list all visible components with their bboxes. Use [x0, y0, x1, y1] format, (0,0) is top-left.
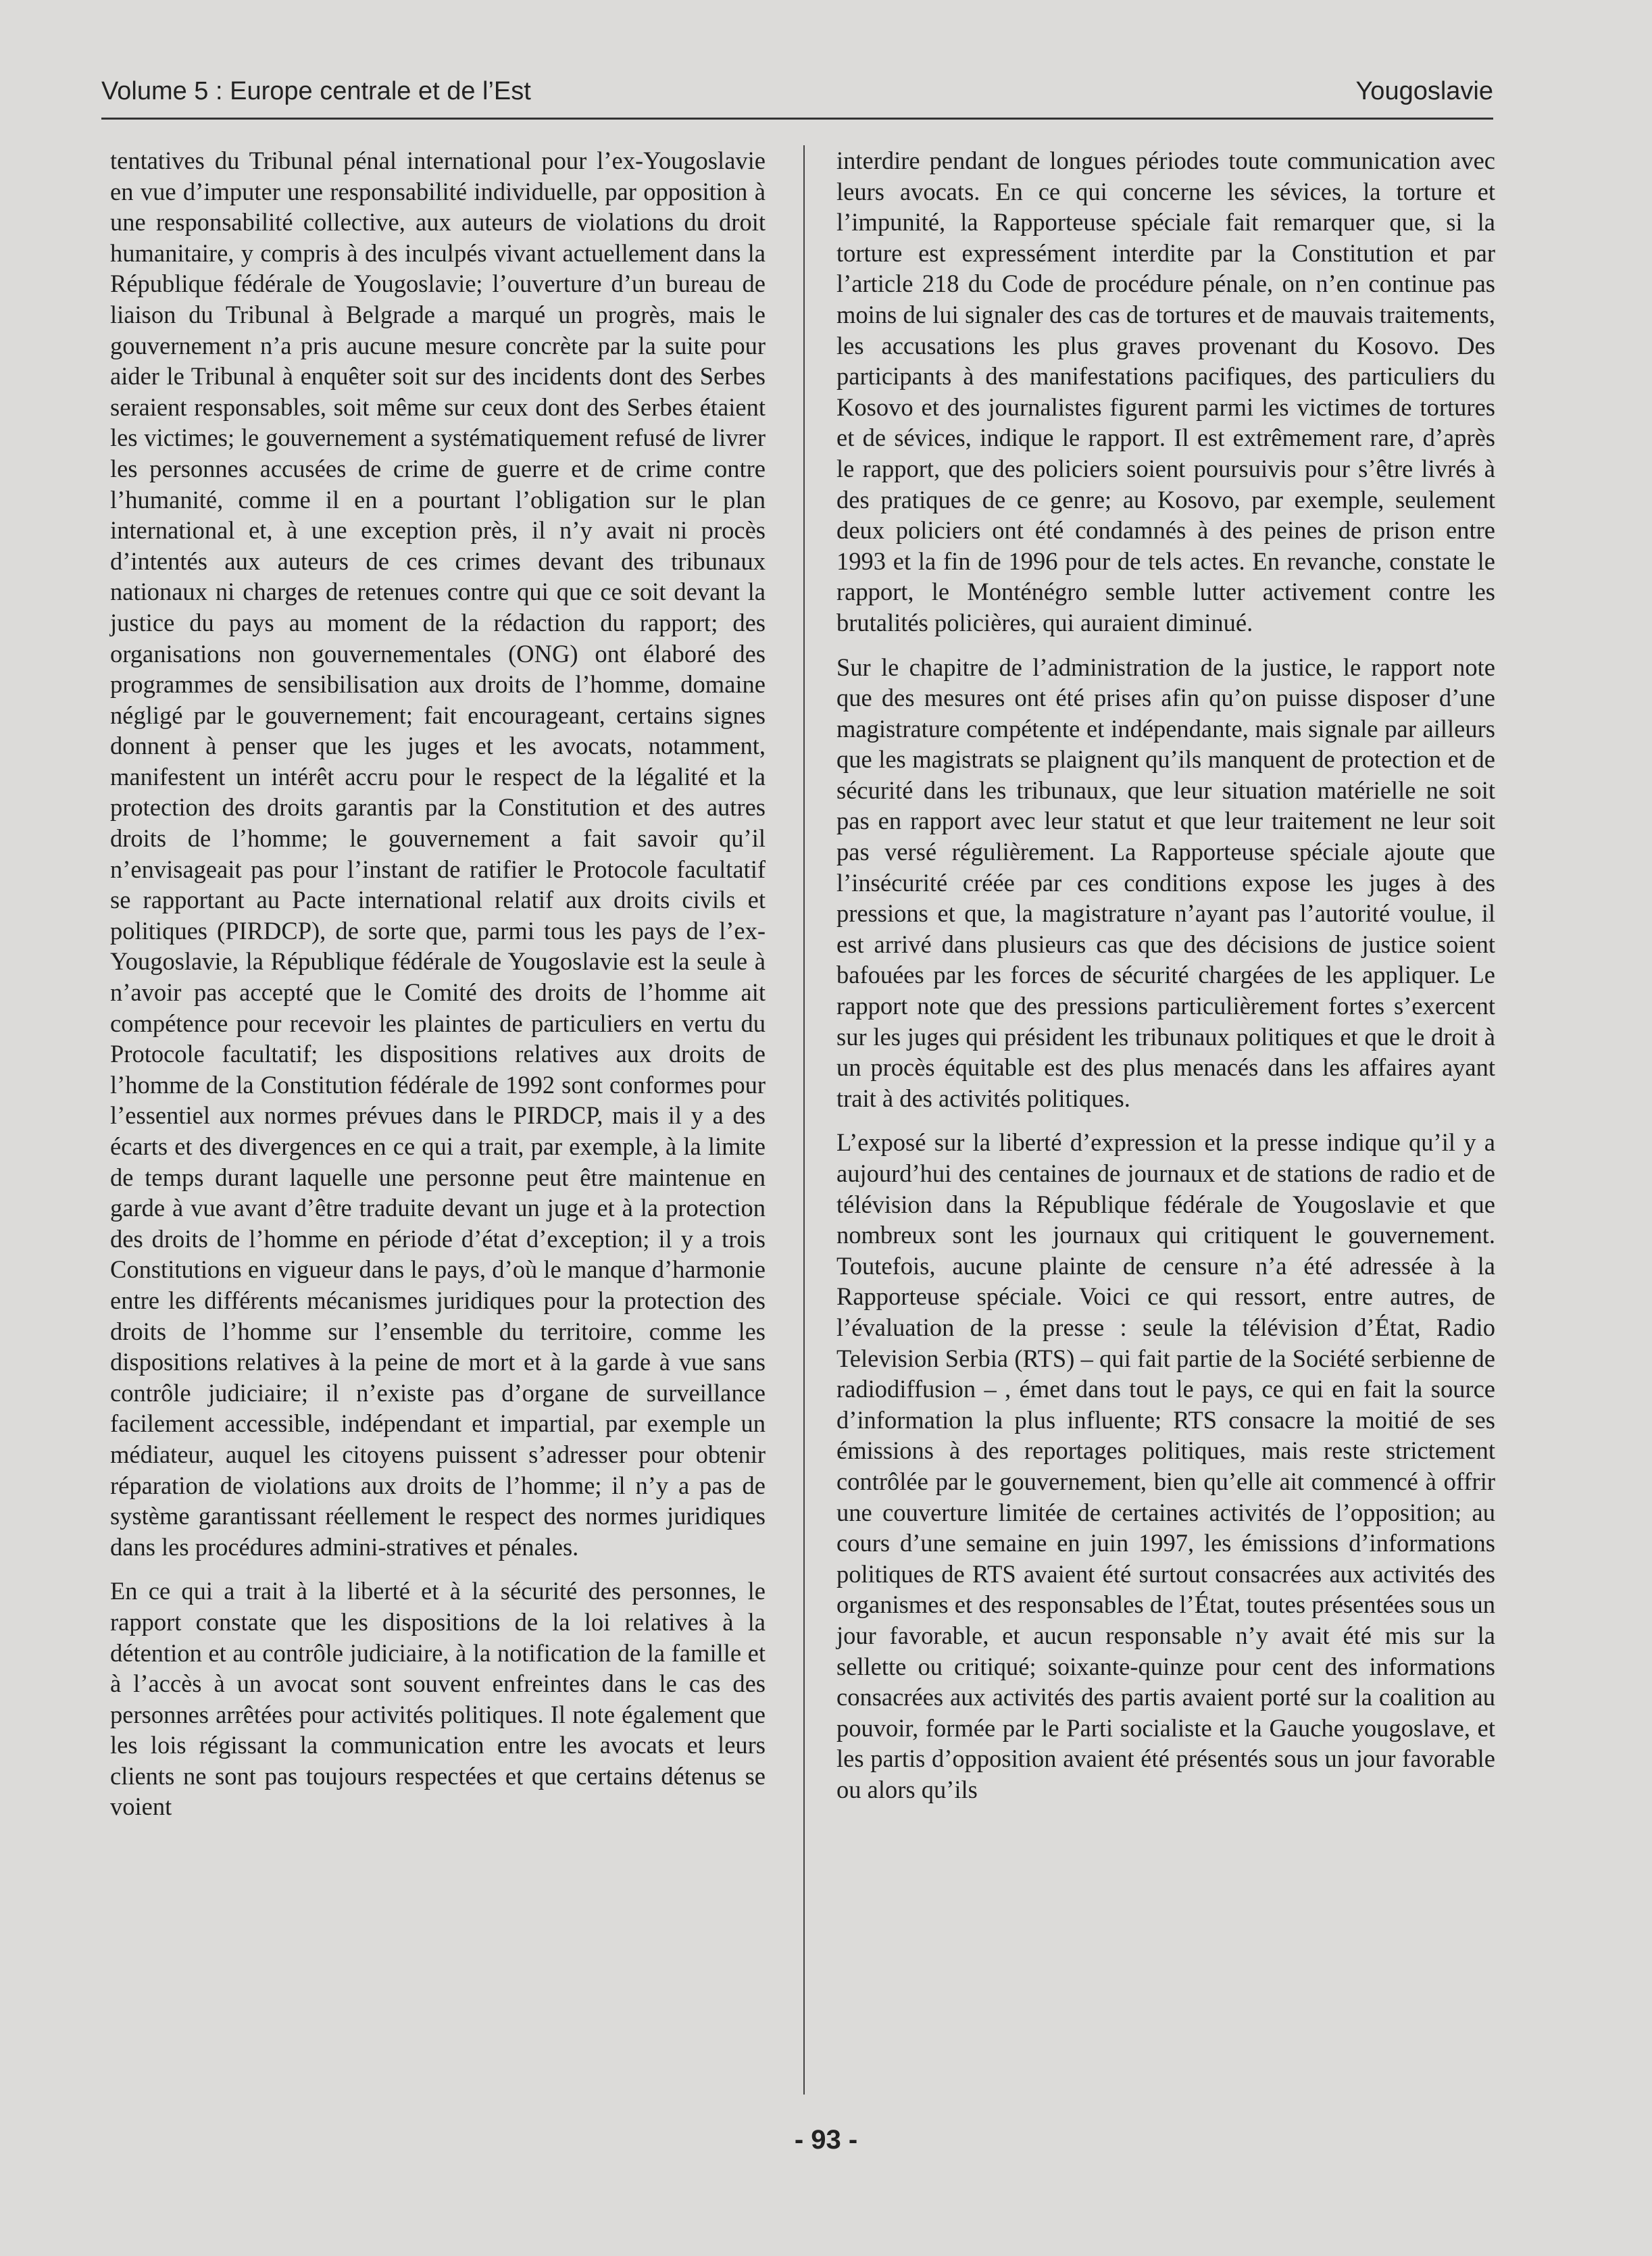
- left-column: [110, 145, 766, 1836]
- paragraph: interdire pendant de longues périodes toute communication avec leurs avocats. En ce qui concerne les sévices, la torture et l’impunité, la Rapporteuse spéciale fait remarquer que, si la torture est expressément interdite par la Constitution et par l’article 218 du Code de procédure pénale, on n’en continue pas moins de lui signaler des cas de tortures et de mauvais traitements, les accusations les plus graves provenant du Kosovo. Des participants à des manifestations pacifiques, des particuliers du Kosovo et des journalistes figurent parmi les victimes de tortures et de sévices, indique le rapport. Il est extrêmement rare, d’après le rapport, que des policiers soient poursuivis pour s’être livrés à des pratiques de ce genre; au Kosovo, par exemple, seulement deux policiers ont été condamnés à des peines de prison entre 1993 et la fin de 1996 pour de tels actes. En revanche, constate le rapport, le Monténégro semble lutter activement contre les brutalités policières, qui auraient diminué.: [836, 147, 1495, 636]
- paragraph: En ce qui a trait à la liberté et à la sécurité des personnes, le rapport constate que les dispositions de la loi relatives à la détention et au contrôle judiciaire, à la notification de la famille et à l’accès à un avocat sont souvent enfreintes dans le cas des personnes arrêtées pour activités politiques. Il note également que les lois régissant la communication entre les avocats et leurs clients ne sont pas toujours respectées et que certains détenus se voient: [110, 1577, 766, 1821]
- country-title: Yougoslavie: [1355, 77, 1493, 105]
- right-column: [836, 145, 1495, 1818]
- page-header: [101, 74, 1493, 120]
- paragraph: Sur le chapitre de l’administration de la justice, le rapport note que des mesures ont été prises afin qu’on puisse disposer d’une magistrature compétente et indépendante, mais signale par ailleurs que les magistrats se plaignent qu’ils manquent de protection et de sécurité dans les tribunaux, que leur situation matérielle ne soit pas en rapport avec leur statut et que leur traitement ne leur soit pas versé régulièrement. La Rapporteuse spéciale ajoute que l’insécurité créée par ces conditions expose les juges à des pressions et que, la magistrature n’ayant pas l’autorité voulue, il est arrivé dans plusieurs cas que des décisions de justice soient bafouées par les forces de sécurité chargées de les appliquer. Le rapport note que des pressions particulièrement fortes s’exercent sur les juges qui président les tribunaux politiques et que le droit à un procès équitable est des plus menacés dans les affaires ayant trait à des activités politiques.: [836, 653, 1495, 1112]
- paragraph: tentatives du Tribunal pénal international pour l’ex-Yougoslavie en vue d’imputer une responsabilité individuelle, par opposition à une responsabilité collective, aux auteurs de violations du droit humanitaire, y compris à des inculpés vivant actuellement dans la République fédérale de Yougoslavie; l’ouverture d’un bureau de liaison du Tribunal à Belgrade a marqué un progrès, mais le gouvernement n’a pris aucune mesure concrète par la suite pour aider le Tribunal à enquêter soit sur des incidents dont des Serbes seraient responsables, soit même sur ceux dont des Serbes étaient les victimes; le gouvernement a systématiquement refusé de livrer les personnes accusées de crime de guerre et de crime contre l’humanité, comme il en a pourtant l’obligation sur le plan international et, à une exception près, il n’y avait ni procès d’intentés aux auteurs de ces crimes devant des tribunaux nationaux ni charges de retenues contre qui que ce soit devant la justice du pays au moment de la rédaction du rapport; des organisations non gouvernementales (ONG) ont élaboré des programmes de sensibilisation aux droits de l’homme, domaine négligé par le gouvernement; fait encourageant, certains signes donnent à penser que les juges et les avocats, notamment, manifestent un intérêt accru pour le respect de la légalité et la protection des droits garantis par la Constitution et des autres droits de l’homme; le gouvernement a fait savoir qu’il n’envisageait pas pour l’instant de ratifier le Protocole facultatif se rapportant au Pacte international relatif aux droits civils et politiques (PIRDCP), de sorte que, parmi tous les pays de l’ex-Yougoslavie, la République fédérale de Yougoslavie est la seule à n’avoir pas accepté que le Comité des droits de l’homme ait compétence pour recevoir les plaintes de particuliers en vertu du Protocole facultatif; les dispositions relatives aux droits de l’homme de la Constitution fédérale de 1992 sont conformes pour l’essentiel aux normes prévues dans le PIRDCP, mais il y a des écarts et des divergences en ce qui a trait, par exemple, à la limite de temps durant laquelle une personne peut être maintenue en garde à vue avant d’être traduite devant un juge et à la protection des droits de l’homme en période d’état d’exception; il y a trois Constitutions en vigueur dans le pays, d’où le manque d’harmonie entre les différents mécanismes juridiques pour la protection des droits de l’homme sur l’ensemble du territoire, comme les dispositions relatives à la peine de mort et à la garde à vue sans contrôle judiciaire; il n’existe pas d’organe de surveillance facilement accessible, indépendant et impartial, par exemple un médiateur, auquel les citoyens puissent s’adresser pour obtenir réparation de violations aux droits de l’homme; il n’y a pas de système garantissant réellement le respect des normes juridiques dans les procédures admini-stratives et pénales.: [110, 147, 766, 1561]
- page-number: - 93 -: [794, 2125, 858, 2155]
- volume-title: Volume 5 : Europe centrale et de l’Est: [101, 77, 531, 105]
- paragraph: L’exposé sur la liberté d’expression et la presse indique qu’il y a aujourd’hui des centaines de journaux et de stations de radio et de télévision dans la République fédérale de Yougoslavie et que nombreux sont les journaux qui critiquent le gouvernement. Toutefois, aucune plainte de censure n’a été adressée à la Rapporteuse spéciale. Voici ce qui ressort, entre autres, de l’évaluation de la presse : seule la télévision d’État, Radio Television Serbia (RTS) – qui fait partie de la Société serbienne de radiodiffusion – , émet dans tout le pays, ce qui en fait la source d’information la plus influente; RTS consacre la moitié de ses émissions à des reportages politiques, mais reste strictement contrôlée par le gouvernement, bien qu’elle ait commencé à offrir une couverture limitée de certaines activités de l’opposition; au cours d’une semaine en juin 1997, les émissions d’informations politiques de RTS avaient été surtout consacrées aux activités des organismes et des responsables de l’État, toutes présentées sous un jour favorable, et aucun responsable n’y avait été mis sur la sellette ou critiqué; soixante-quinze pour cent des informations consacrées aux activités des partis avaient porté sur la coalition au pouvoir, formée par le Parti socialiste et la Gauche yougoslave, et les partis d’opposition avaient été présentés sous un jour favorable ou alors qu’ils: [836, 1128, 1495, 1803]
- column-divider: [803, 145, 805, 2095]
